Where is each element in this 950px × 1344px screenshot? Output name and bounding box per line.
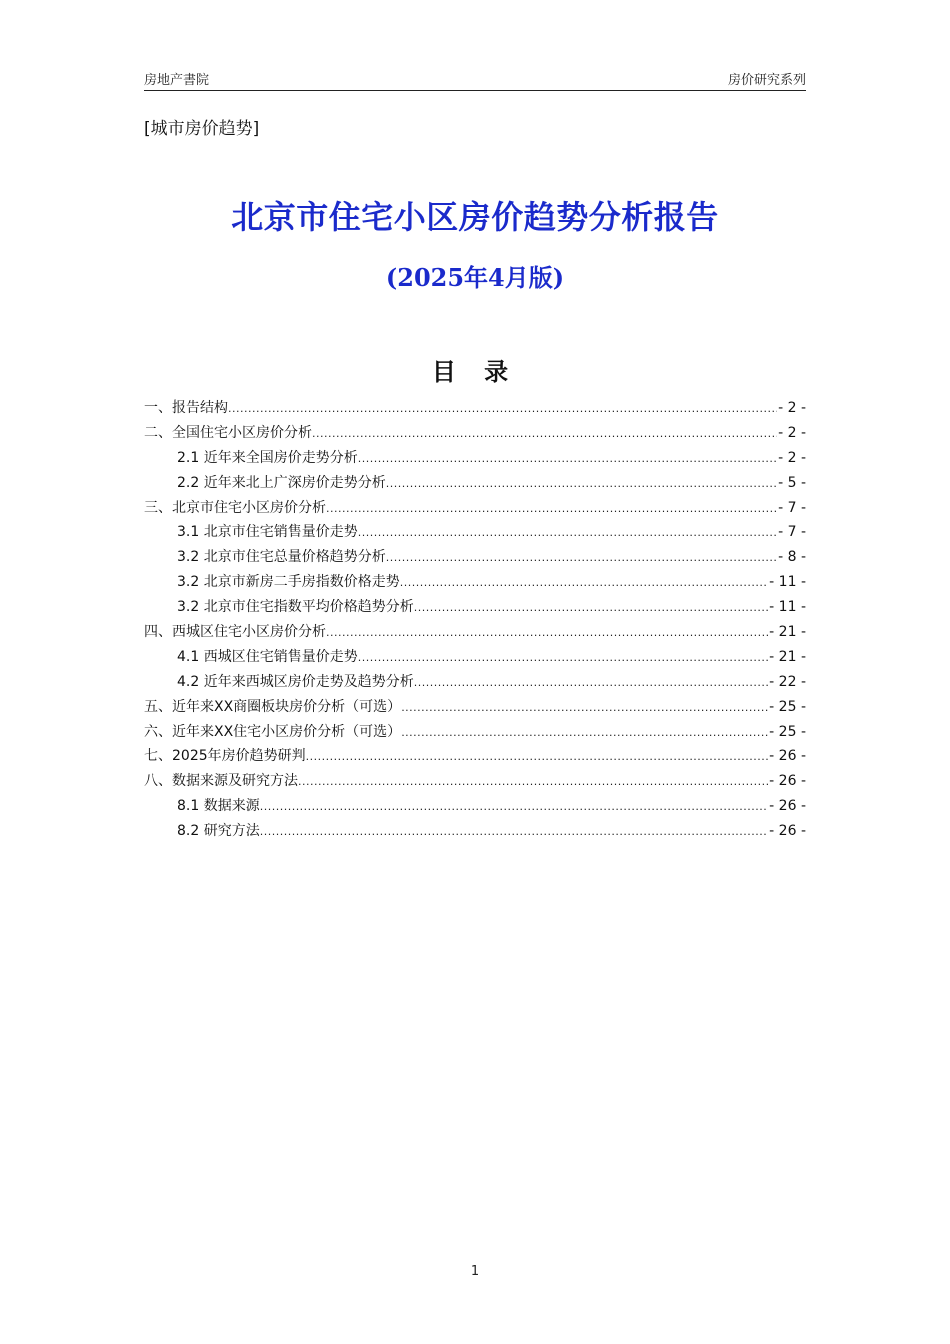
toc-entry-label: 2.2 近年来北上广深房价走势分析: [177, 474, 386, 491]
page-header: [144, 68, 806, 91]
toc-leader-dots: [358, 521, 777, 546]
header-right-text: 房价研究系列: [727, 73, 806, 88]
toc-entry[interactable]: [144, 819, 806, 844]
page-number: 1: [470, 1264, 480, 1279]
toc-entry[interactable]: [144, 421, 806, 446]
toc-entry[interactable]: [144, 471, 806, 496]
toc-leader-dots: [228, 397, 777, 422]
category-tag: [城市房价趋势]: [144, 119, 260, 139]
toc-entry[interactable]: [144, 570, 806, 595]
toc-entry-label: 4.1 西城区住宅销售量价走势: [177, 648, 358, 665]
toc-leader-dots: [260, 795, 768, 820]
toc-entry-page: - 26 -: [769, 748, 806, 765]
toc-leader-dots: [400, 571, 768, 596]
toc-entry-page: - 22 -: [769, 673, 806, 690]
toc-leader-dots: [306, 745, 769, 770]
toc-leader-dots: [386, 472, 777, 497]
report-title: 北京市住宅小区房价趋势分析报告: [231, 198, 719, 236]
toc-leader-dots: [326, 621, 768, 646]
toc-entry[interactable]: [144, 769, 806, 794]
toc-leader-dots: [401, 721, 768, 746]
toc-entry-page: - 7 -: [778, 499, 806, 516]
toc-leader-dots: [358, 646, 768, 671]
toc-entry-page: - 26 -: [769, 798, 806, 815]
toc-leader-dots: [414, 596, 768, 621]
toc-entry-label: 8.1 数据来源: [177, 798, 260, 815]
toc-entry-page: - 7 -: [778, 524, 806, 541]
toc-entry-label: 四、西城区住宅小区房价分析: [144, 624, 326, 641]
toc-entry[interactable]: [144, 595, 806, 620]
toc-entry-page: - 25 -: [769, 698, 806, 715]
table-of-contents: [144, 396, 806, 844]
toc-entry-label: 3.1 北京市住宅销售量价走势: [177, 524, 358, 541]
toc-heading: 目 录: [431, 358, 519, 386]
toc-entry[interactable]: [144, 396, 806, 421]
toc-entry-label: 六、近年来XX住宅小区房价分析（可选）: [144, 723, 402, 740]
toc-leader-dots: [312, 422, 777, 447]
toc-entry-label: 4.2 近年来西城区房价走势及趋势分析: [177, 673, 414, 690]
toc-entry-page: - 5 -: [778, 474, 806, 491]
toc-entry-label: 八、数据来源及研究方法: [144, 773, 298, 790]
toc-entry-label: 七、2025年房价趋势研判: [144, 748, 306, 765]
toc-entry-page: - 2 -: [778, 449, 806, 466]
toc-entry[interactable]: [144, 520, 806, 545]
toc-entry[interactable]: [144, 744, 806, 769]
report-subtitle: (2025年4月版): [385, 263, 565, 292]
toc-entry-page: - 11 -: [769, 574, 806, 591]
toc-entry[interactable]: [144, 695, 806, 720]
toc-entry[interactable]: [144, 794, 806, 819]
toc-entry-label: 二、全国住宅小区房价分析: [144, 424, 312, 441]
toc-entry-page: - 21 -: [769, 624, 806, 641]
toc-leader-dots: [260, 820, 768, 845]
toc-leader-dots: [326, 497, 777, 522]
toc-entry-label: 3.2 北京市新房二手房指数价格走势: [177, 574, 400, 591]
toc-entry-page: - 25 -: [769, 723, 806, 740]
toc-entry[interactable]: [144, 645, 806, 670]
toc-entry-label: 3.2 北京市住宅指数平均价格趋势分析: [177, 599, 414, 616]
toc-entry[interactable]: [144, 446, 806, 471]
toc-entry[interactable]: [144, 620, 806, 645]
toc-entry-label: 2.1 近年来全国房价走势分析: [177, 449, 358, 466]
toc-entry[interactable]: [144, 496, 806, 521]
toc-leader-dots: [401, 696, 768, 721]
toc-entry-label: 五、近年来XX商圈板块房价分析（可选）: [144, 698, 402, 715]
toc-entry-page: - 2 -: [778, 424, 806, 441]
toc-leader-dots: [358, 447, 777, 472]
toc-entry-page: - 21 -: [769, 648, 806, 665]
toc-leader-dots: [298, 770, 768, 795]
toc-entry-page: - 8 -: [778, 549, 806, 566]
toc-leader-dots: [386, 546, 777, 571]
toc-entry-page: - 26 -: [769, 823, 806, 840]
toc-entry[interactable]: [144, 670, 806, 695]
toc-entry[interactable]: [144, 720, 806, 745]
toc-leader-dots: [414, 671, 768, 696]
toc-entry-label: 3.2 北京市住宅总量价格趋势分析: [177, 549, 386, 566]
header-left-text: 房地产書院: [144, 73, 210, 88]
toc-entry[interactable]: [144, 545, 806, 570]
toc-entry-page: - 26 -: [769, 773, 806, 790]
toc-entry-page: - 11 -: [769, 599, 806, 616]
toc-entry-label: 三、北京市住宅小区房价分析: [144, 499, 326, 516]
toc-entry-label: 8.2 研究方法: [177, 823, 260, 840]
toc-entry-label: 一、报告结构: [144, 400, 228, 416]
toc-entry-page: - 2 -: [778, 400, 806, 416]
